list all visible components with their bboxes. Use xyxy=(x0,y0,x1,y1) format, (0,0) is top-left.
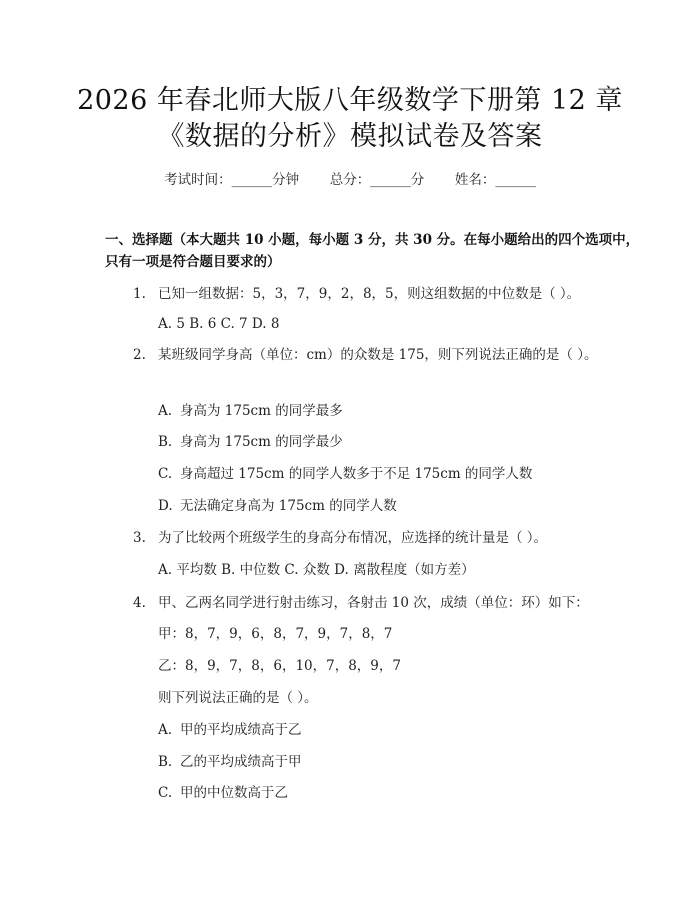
option-text: 身高为 175cm 的同学最多 xyxy=(180,403,343,419)
question-4-option-a xyxy=(158,718,302,738)
question-text: 已知一组数据：5，3，7，9，2，8，5，则这组数据的中位数是（ ）。 xyxy=(158,286,581,302)
question-1 xyxy=(133,282,580,302)
option-letter: C. xyxy=(158,466,173,482)
exam-time-field: 考试时间：______分钟 xyxy=(164,172,300,188)
question-2-option-b xyxy=(158,430,343,450)
question-4-option-b xyxy=(158,750,302,770)
question-text: 为了比较两个班级学生的身高分布情况，应选择的统计量是（ ）。 xyxy=(158,530,548,546)
exam-title-line2: 《数据的分析》模拟试卷及答案 xyxy=(157,121,543,152)
question-number: 4. xyxy=(133,595,146,611)
question-2 xyxy=(105,344,650,366)
option-text: 无法确定身高为 175cm 的同学人数 xyxy=(180,498,397,514)
question-4-data-yi: 乙：8，9，7，8，6，10，7，8，9，7 xyxy=(158,658,401,674)
option-text: 身高超过 175cm 的同学人数多于不足 175cm 的同学人数 xyxy=(180,466,533,482)
option-letter: B. xyxy=(158,754,173,770)
question-4-prompt: 则下列说法正确的是（ ）。 xyxy=(158,690,318,706)
option-letter: B. xyxy=(158,434,173,450)
total-score-field: 总分：______分 xyxy=(329,172,425,188)
question-4-option-c xyxy=(158,781,288,801)
question-text: 某班级同学身高（单位：cm）的众数是 175，则下列说法正确的是（ ）。 xyxy=(158,347,598,363)
option-text: 身高为 175cm 的同学最少 xyxy=(180,434,343,450)
option-letter: D. xyxy=(158,498,173,514)
question-3 xyxy=(133,526,547,546)
question-text: 甲、乙两名同学进行射击练习，各射击 10 次，成绩（单位：环）如下： xyxy=(158,595,589,611)
question-2-option-d xyxy=(158,494,397,514)
exam-meta xyxy=(0,168,700,188)
question-2-option-a xyxy=(158,399,343,419)
question-number: 1. xyxy=(133,286,146,302)
option-letter: A. xyxy=(158,722,173,738)
question-2-option-c xyxy=(158,462,532,482)
student-name-field: 姓名：______ xyxy=(454,172,536,188)
option-text: 甲的平均成绩高于乙 xyxy=(180,722,302,738)
question-3-options: A. 平均数 B. 中位数 C. 众数 D. 离散程度（如方差） xyxy=(158,562,475,578)
option-letter: C. xyxy=(158,785,173,801)
option-text: 甲的中位数高于乙 xyxy=(180,785,288,801)
option-text: 乙的平均成绩高于甲 xyxy=(180,754,302,770)
question-number: 3. xyxy=(133,530,146,546)
question-4-data-jia: 甲：8，7，9，6，8，7，9，7，8，7 xyxy=(158,626,393,642)
question-1-options: A. 5 B. 6 C. 7 D. 8 xyxy=(158,316,280,332)
option-letter: A. xyxy=(158,403,173,419)
question-number: 2. xyxy=(133,347,146,363)
section-heading: 一、选择题（本大题共 10 小题，每小题 3 分，共 30 分。在每小题给出的四个选项中，只有一项是符合题目要求的） xyxy=(105,232,640,270)
question-4 xyxy=(133,591,589,611)
exam-title-line1: 2026 年春北师大版八年级数学下册第 12 章 xyxy=(77,85,623,116)
